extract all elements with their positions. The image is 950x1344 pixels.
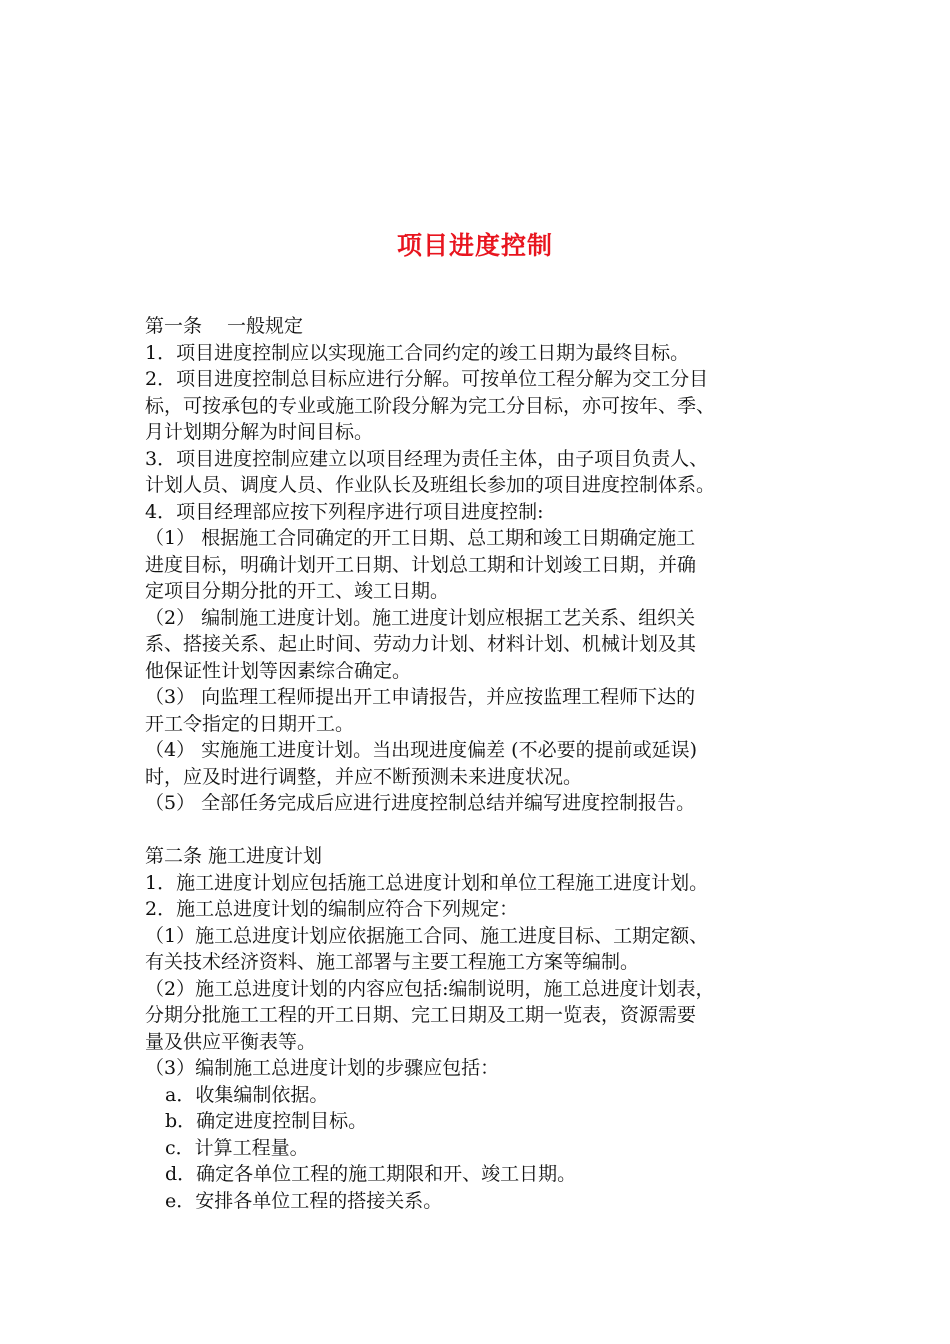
section-heading: 第一条 一般规定 <box>145 315 304 337</box>
paragraph-line: （3）编制施工总进度计划的步骤应包括： <box>145 1057 500 1079</box>
paragraph-line: 标，可按承包的专业或施工阶段分解为完工分目标，亦可按年、季、 <box>145 394 716 417</box>
paragraph-line: 4．项目经理部应按下列程序进行项目进度控制: <box>145 500 544 523</box>
paragraph-line: 开工令指定的日期开工。 <box>145 712 355 735</box>
paragraph-line: 时，应及时进行调整，并应不断预测未来进度状况。 <box>145 765 583 788</box>
paragraph-line: 进度目标，明确计划开工日期、计划总工期和计划竣工日期，并确 <box>145 553 697 576</box>
step-item: e．安排各单位工程的搭接关系。 <box>165 1189 443 1212</box>
paragraph-line: 1．项目进度控制应以实现施工合同约定的竣工日期为最终目标。 <box>145 341 690 364</box>
paragraph-line: 量及供应平衡表等。 <box>145 1030 317 1053</box>
paragraph-line: （5） 全部任务完成后应进行进度控制总结并编写进度控制报告。 <box>145 792 696 814</box>
paragraph-line: 月计划期分解为时间目标。 <box>145 421 374 443</box>
paragraph-line: 1．施工进度计划应包括施工总进度计划和单位工程施工进度计划。 <box>145 871 709 894</box>
document-title: 项目进度控制 <box>396 231 553 260</box>
paragraph-line: 2．项目进度控制总目标应进行分解。可按单位工程分解为交工分目 <box>145 368 709 390</box>
paragraph-line: 3．项目进度控制应建立以项目经理为责任主体，由子项目负责人、 <box>145 447 709 470</box>
paragraph-line: 2．施工总进度计划的编制应符合下列规定： <box>145 898 519 920</box>
paragraph-line: 计划人员、调度人员、作业队长及班组长参加的项目进度控制体系。 <box>145 474 716 496</box>
paragraph-line: （3） 向监理工程师提出开工申请报告，并应按监理工程师下达的 <box>145 686 696 708</box>
paragraph-line: （4） 实施施工进度计划。当出现进度偏差 (不必要的提前或延误) <box>145 739 697 761</box>
paragraph-line: 分期分批施工工程的开工日期、完工日期及工期一览表，资源需要 <box>145 1004 697 1026</box>
section-spacer <box>145 817 815 844</box>
paragraph-line: （1） 根据施工合同确定的开工日期、总工期和竣工日期确定施工 <box>145 527 696 549</box>
step-item: d．确定各单位工程的施工期限和开、竣工日期。 <box>165 1163 577 1185</box>
step-item: b．确定进度控制目标。 <box>165 1110 368 1132</box>
paragraph-line: （2）施工总进度计划的内容应包括:编制说明，施工总进度计划表， <box>145 977 715 1000</box>
step-item: c．计算工程量。 <box>165 1136 309 1159</box>
step-item: a．收集编制依据。 <box>165 1083 329 1106</box>
paragraph-line: 他保证性计划等因素综合确定。 <box>145 659 412 682</box>
paragraph-line: 有关技术经济资料、施工部署与主要工程施工方案等编制。 <box>145 951 640 973</box>
document-body <box>145 313 815 1214</box>
section-heading: 第二条 施工进度计划 <box>145 845 323 867</box>
paragraph-line: （2） 编制施工进度计划。施工进度计划应根据工艺关系、组织关 <box>145 606 696 629</box>
paragraph-line: 定项目分期分批的开工、竣工日期。 <box>145 580 450 602</box>
paragraph-line: 系、搭接关系、起止时间、劳动力计划、材料计划、机械计划及其 <box>145 633 697 655</box>
paragraph-line: （1）施工总进度计划应依据施工合同、施工进度目标、工期定额、 <box>145 924 709 947</box>
